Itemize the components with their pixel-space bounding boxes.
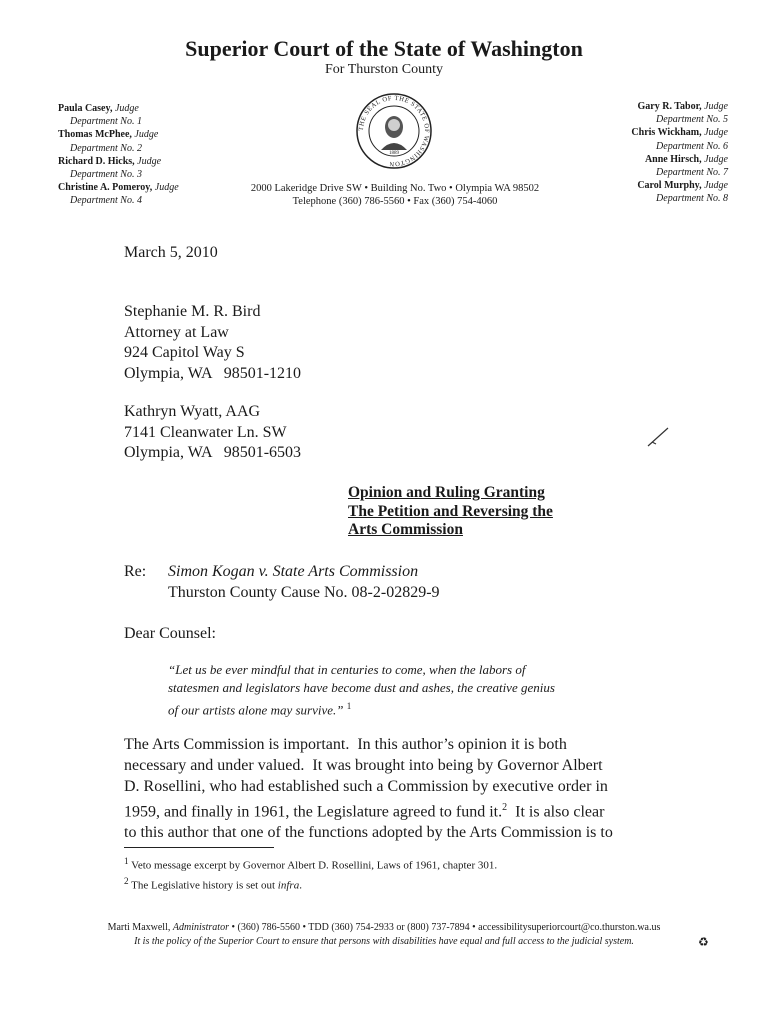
svg-text:1889: 1889 <box>389 151 399 156</box>
county-subtitle: For Thurston County <box>325 62 443 77</box>
department-label: Department No. 2 <box>70 142 142 154</box>
re-label: Re: <box>124 563 147 580</box>
department-label: Department No. 1 <box>70 116 142 128</box>
street-address: 2000 Lakeridge Drive SW • Building No. Two • Olympia WA 98502 <box>250 183 540 194</box>
judge-entry: Thomas McPhee, Judge <box>58 129 159 141</box>
address-line: Olympia, WA 98501-6503 <box>124 444 302 461</box>
cause-number: Thurston County Cause No. 08-2-02829-9 <box>168 583 440 601</box>
recycle-icon: ♻ <box>698 935 709 949</box>
epigraph-quote: “Let us be ever mindful that in centuries to come, when the labors of statesmen and legislators have become dust and ashes, the creative genius of our artists alone may survive.” $^1$ <box>168 662 555 718</box>
judge-entry: Paula Casey, Judge <box>58 103 139 114</box>
address-line: 7141 Cleanwater Ln. SW <box>124 423 287 441</box>
footnote-divider <box>124 847 274 848</box>
footnote-ref: 1 <box>346 701 352 711</box>
salutation: Dear Counsel: <box>124 625 216 642</box>
re-subject <box>168 562 440 603</box>
department-label: Department No. 3 <box>70 169 142 181</box>
judges-right-column <box>608 100 728 206</box>
judge-entry: Richard D. Hicks, Judge <box>58 155 162 167</box>
address-line: Olympia, WA 98501-1210 <box>124 364 302 382</box>
court-address <box>220 182 570 208</box>
letterhead-footer <box>0 921 768 949</box>
pen-mark-icon <box>646 426 670 448</box>
phone-fax: Telephone (360) 786-5560 • Fax (360) 754-4060 <box>292 196 498 207</box>
judge-entry: Chris Wickham, Judge <box>631 127 728 139</box>
svg-text:THE SEAL OF THE STATE OF WASHI: THE SEAL OF THE STATE OF WASHINGTON <box>357 94 431 168</box>
body-paragraph: The Arts Commission is important. In this author’s opinion it is both necessary and under valued. It was brought into being by Governor Albert D. Rosellini, who had established such a Commission by executive order in 1959, and finally in 1961, the Legislature agreed to fund it.$^2$ It is also clear to this author that one of the functions adopted by the Arts Commission is to <box>124 736 613 842</box>
address-line: Kathryn Wyatt, AAG <box>124 403 261 420</box>
department-label: Department No. 6 <box>656 140 728 152</box>
address-line: 924 Capitol Way S <box>124 344 245 361</box>
judges-left-column <box>58 102 228 208</box>
judge-entry: Anne Hirsch, Judge <box>644 153 728 165</box>
ruling-heading: Opinion and Ruling Granting The Petition and Reversing the Arts Commission <box>348 484 553 538</box>
department-label: Department No. 7 <box>656 167 728 179</box>
state-seal-icon <box>355 92 433 170</box>
footnote: $^1$ Veto message excerpt by Governor Albert D. Rosellini, Laws of 1961, chapter 301. <box>124 856 498 872</box>
footnotes <box>124 854 497 893</box>
address-line: Attorney at Law <box>124 323 229 341</box>
department-label: Department No. 4 <box>70 195 142 207</box>
recipient-address-1 <box>124 302 301 384</box>
address-line: Stephanie M. R. Bird <box>124 303 261 320</box>
administrator-contact: Marti Maxwell, Administrator • (360) 786-5560 • TDD (360) 754-2933 or (800) 737-7894 • accessibilitysuperiorcourt@co.thurston.wa.us <box>107 922 661 933</box>
judge-entry: Gary R. Tabor, Judge <box>637 101 728 112</box>
letter-date: March 5, 2010 <box>124 244 218 261</box>
department-label: Department No. 8 <box>656 193 728 205</box>
judge-entry: Christine A. Pomeroy, Judge <box>58 182 179 194</box>
court-title: Superior Court of the State of Washington <box>185 36 583 61</box>
judge-entry: Carol Murphy, Judge <box>637 180 728 192</box>
accessibility-policy: It is the policy of the Superior Court to ensure that persons with disabilities have equal and full access to the judicial system. <box>134 936 634 947</box>
department-label: Department No. 5 <box>656 114 728 126</box>
footnote-ref: 2 <box>502 802 508 813</box>
recipient-address-2 <box>124 402 301 464</box>
case-name: Simon Kogan v. State Arts Commission <box>168 563 419 580</box>
footnote: $^2$ The Legislative history is set out infra. <box>124 875 302 892</box>
